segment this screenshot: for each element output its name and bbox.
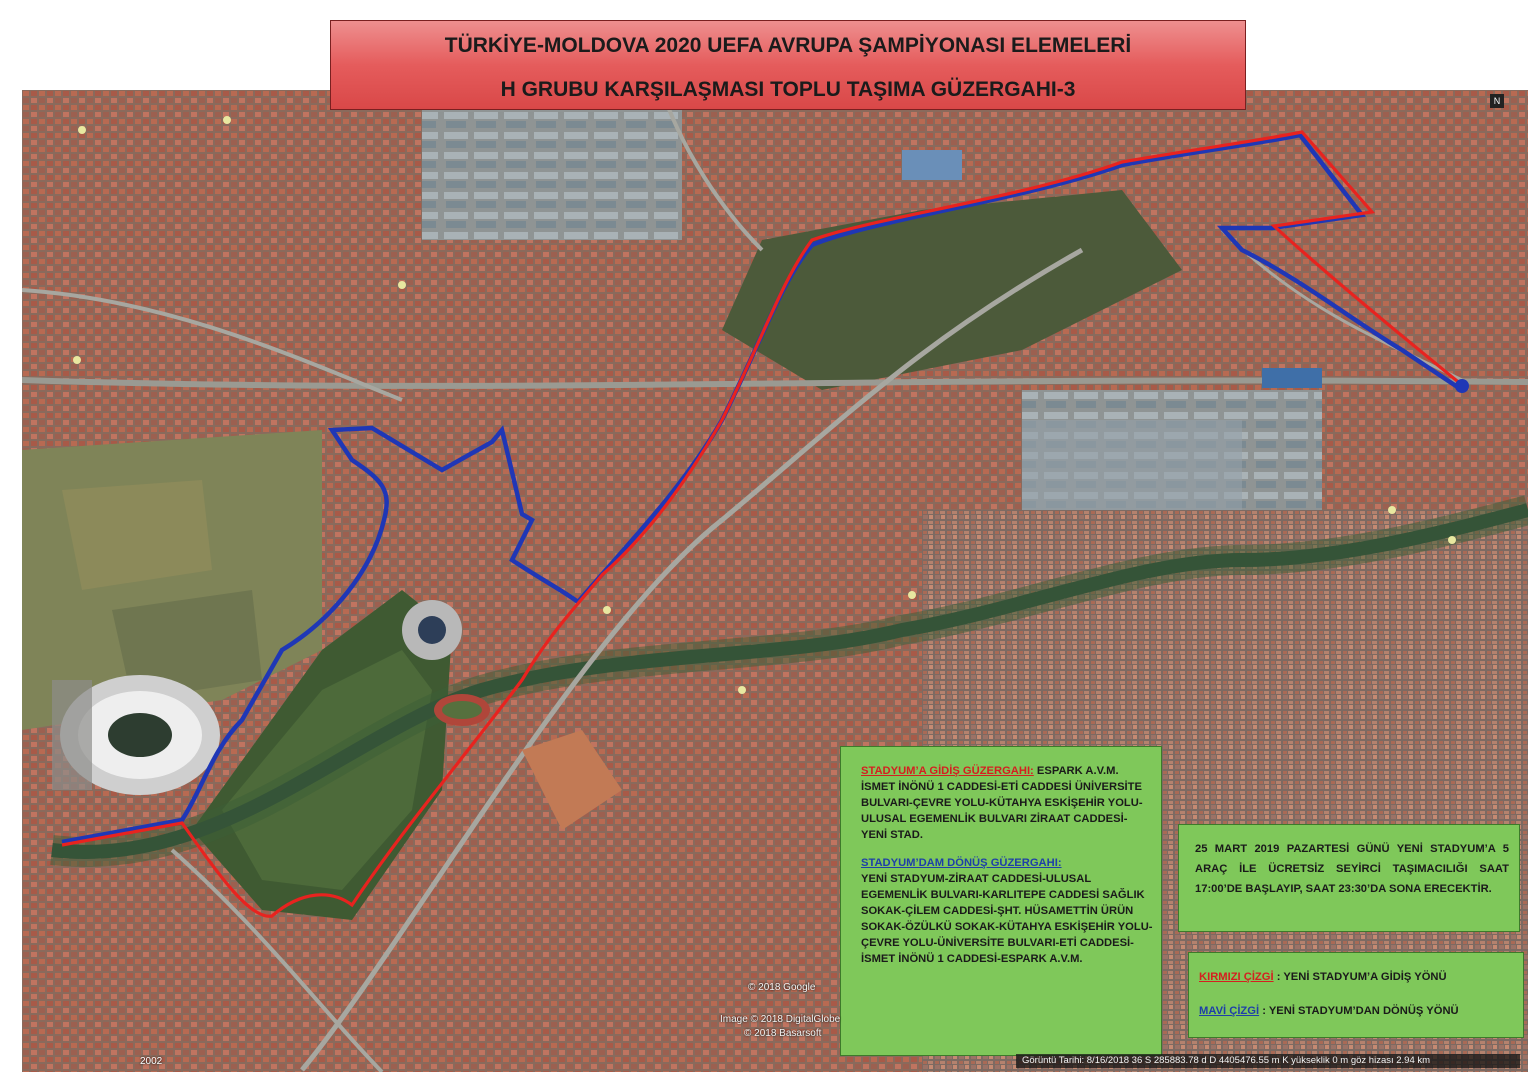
legend-blue-label: MAVİ ÇİZGİ (1199, 1005, 1260, 1017)
title-line-1: TÜRKİYE-MOLDOVA 2020 UEFA AVRUPA ŞAMPİYONASI ELEMELERİ (444, 34, 1132, 57)
legend-red-label: KIRMIZI ÇİZGİ (1199, 971, 1274, 983)
poi-marker (73, 356, 81, 364)
credit-basarsoft: © 2018 Basarsoft (744, 1028, 822, 1039)
route-endpoint (1455, 379, 1469, 393)
poi-marker (398, 281, 406, 289)
title-banner (330, 20, 1246, 110)
poi-marker (738, 686, 746, 694)
poi-marker (78, 126, 86, 134)
legend-box (1188, 952, 1524, 1038)
map-status-bar: Görüntü Tarihi: 8/16/2018 36 S 285883.78 d D 4405476.55 m K yükseklik 0 m göz hizası 2.94 km (1016, 1054, 1520, 1068)
return-route-description (861, 855, 1153, 967)
dome-building (402, 600, 462, 660)
station-roof (1262, 368, 1322, 388)
return-text: YENİ STADYUM-ZİRAAT CADDESİ-ULUSAL EGEMENLİK BULVARI-KARLITEPE CADDESİ SAĞLIK SOKAK-ÇİLEM CADDESİ-ŞHT. HÜSAMETTİN ÜRÜN SOKAK-ÖZÜLKÜ SOKAK-KÜTAHYA ESKİŞEHİR YOLU-ÇEVRE YOLU-ÜNİVERSİTE BULVARI-ETİ CADDESİ-İSMET İNÖNÜ 1 CADDESİ-ESPARK A.V.M. (861, 873, 1153, 965)
legend-row-red (1199, 971, 1523, 1005)
history-year-tag[interactable]: 2002 (140, 1056, 163, 1067)
blue-roof (902, 150, 962, 180)
legend-row-blue (1199, 1005, 1523, 1039)
poi-marker (223, 116, 231, 124)
poi-marker (1388, 506, 1396, 514)
return-heading: STADYUM’DAM DÖNÜŞ GÜZERGAHI: (861, 857, 1062, 869)
schedule-box (1178, 824, 1520, 932)
dome-inner (418, 616, 446, 644)
north-arrow-icon: N (1490, 94, 1504, 108)
credit-google: © 2018 Google (748, 982, 816, 993)
industrial-north (422, 110, 682, 240)
route-info-box (840, 746, 1162, 1056)
title-line-2: H GRUBU KARŞILAŞMASI TOPLU TAŞIMA GÜZERGAHI-3 (500, 78, 1076, 101)
poi-marker (603, 606, 611, 614)
poi-marker (1448, 536, 1456, 544)
outbound-heading: STADYUM’A GİDİŞ GÜZERGAHI: (861, 765, 1034, 777)
industrial-rail (1022, 420, 1242, 510)
legend-blue-desc: : YENİ STADYUM’DAN DÖNÜŞ YÖNÜ (1262, 1005, 1459, 1017)
credit-digitalglobe: Image © 2018 DigitalGlobe (720, 1014, 841, 1025)
outbound-text: ESPARK A.V.M. İSMET İNÖNÜ 1 CADDESİ-ETİ CADDESİ ÜNİVERSİTE BULVARI-ÇEVRE YOLU-KÜTAHYA ESKİŞEHİR YOLU-ULUSAL EGEMENLİK BULVARI ZİRAAT CADDESİ-YENİ STAD. (861, 765, 1143, 841)
athletics-field (442, 701, 482, 719)
stadium-parking (52, 680, 92, 790)
stadium (52, 675, 220, 795)
outbound-route-description (861, 763, 1153, 843)
poi-marker (908, 591, 916, 599)
stadium-pitch (108, 713, 172, 757)
legend-red-desc: : YENİ STADYUM’A GİDİŞ YÖNÜ (1276, 971, 1447, 983)
schedule-text: 25 MART 2019 PAZARTESİ GÜNÜ YENİ STADYUM’A 5 ARAÇ İLE ÜCRETSİZ SEYİRCİ TAŞIMACILIĞI SAAT 17:00’DE BAŞLAYIP, SAAT 23:30’DA SONA ERECEKTİR. (1195, 843, 1509, 895)
